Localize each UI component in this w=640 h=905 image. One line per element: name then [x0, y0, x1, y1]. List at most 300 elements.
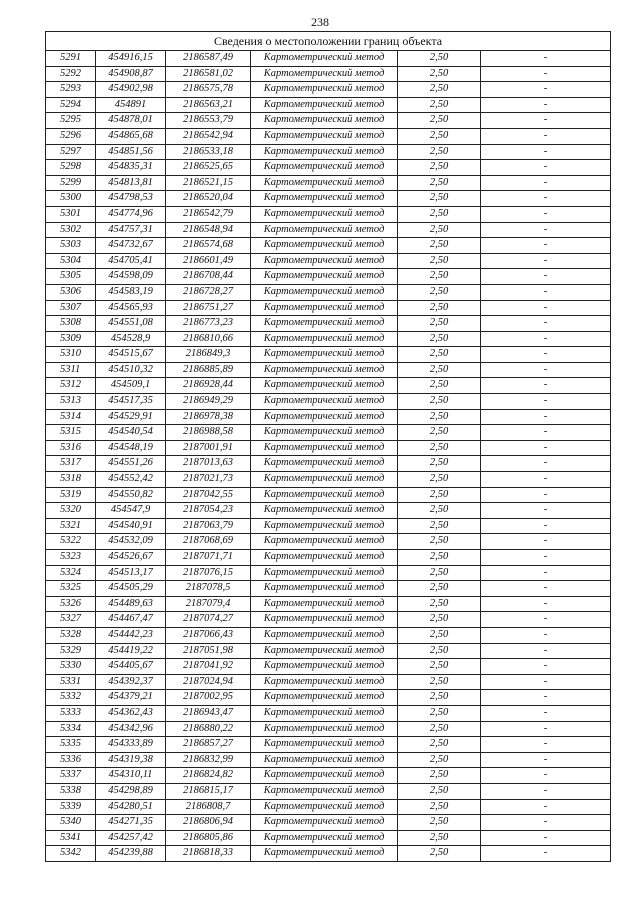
x-coordinate-cell: 454583,19: [96, 284, 166, 300]
point-number-cell: 5317: [46, 456, 96, 472]
description-cell: -: [481, 284, 611, 300]
description-cell: -: [481, 596, 611, 612]
accuracy-cell: 2,50: [398, 783, 481, 799]
description-cell: -: [481, 362, 611, 378]
method-cell: Картометрический метод: [251, 316, 398, 332]
method-cell: Картометрический метод: [251, 362, 398, 378]
x-coordinate-cell: 454467,47: [96, 612, 166, 628]
table-row: [46, 238, 611, 254]
table-row: [46, 783, 611, 799]
accuracy-cell: 2,50: [398, 97, 481, 113]
y-coordinate-cell: 2186943,47: [166, 705, 251, 721]
description-cell: -: [481, 846, 611, 862]
description-cell: -: [481, 82, 611, 98]
x-coordinate-cell: 454902,98: [96, 82, 166, 98]
method-cell: Картометрический метод: [251, 97, 398, 113]
y-coordinate-cell: 2186808,7: [166, 799, 251, 815]
accuracy-cell: 2,50: [398, 425, 481, 441]
table-row: [46, 487, 611, 503]
x-coordinate-cell: 454757,31: [96, 222, 166, 238]
method-cell: Картометрический метод: [251, 846, 398, 862]
method-cell: Картометрический метод: [251, 128, 398, 144]
description-cell: -: [481, 752, 611, 768]
table-row: [46, 472, 611, 488]
description-cell: -: [481, 331, 611, 347]
description-cell: -: [481, 51, 611, 67]
accuracy-cell: 2,50: [398, 440, 481, 456]
x-coordinate-cell: 454419,22: [96, 643, 166, 659]
point-number-cell: 5299: [46, 175, 96, 191]
table-header-row: [46, 32, 611, 51]
point-number-cell: 5330: [46, 659, 96, 675]
accuracy-cell: 2,50: [398, 596, 481, 612]
method-cell: Картометрический метод: [251, 238, 398, 254]
accuracy-cell: 2,50: [398, 331, 481, 347]
point-number-cell: 5342: [46, 846, 96, 862]
table-row: [46, 503, 611, 519]
x-coordinate-cell: 454310,11: [96, 768, 166, 784]
accuracy-cell: 2,50: [398, 113, 481, 129]
table-row: [46, 799, 611, 815]
y-coordinate-cell: 2186806,94: [166, 815, 251, 831]
description-cell: -: [481, 160, 611, 176]
description-cell: -: [481, 175, 611, 191]
description-cell: -: [481, 565, 611, 581]
point-number-cell: 5324: [46, 565, 96, 581]
table-row: [46, 518, 611, 534]
description-cell: -: [481, 144, 611, 160]
method-cell: Картометрический метод: [251, 113, 398, 129]
x-coordinate-cell: 454732,67: [96, 238, 166, 254]
description-cell: -: [481, 768, 611, 784]
description-cell: -: [481, 394, 611, 410]
x-coordinate-cell: 454517,35: [96, 394, 166, 410]
y-coordinate-cell: 2186857,27: [166, 737, 251, 753]
x-coordinate-cell: 454813,81: [96, 175, 166, 191]
y-coordinate-cell: 2186988,58: [166, 425, 251, 441]
y-coordinate-cell: 2186601,49: [166, 253, 251, 269]
accuracy-cell: 2,50: [398, 643, 481, 659]
accuracy-cell: 2,50: [398, 815, 481, 831]
x-coordinate-cell: 454379,21: [96, 690, 166, 706]
method-cell: Картометрический метод: [251, 550, 398, 566]
table-row: [46, 128, 611, 144]
table-row: [46, 752, 611, 768]
accuracy-cell: 2,50: [398, 565, 481, 581]
y-coordinate-cell: 2186773,23: [166, 316, 251, 332]
table-row: [46, 175, 611, 191]
point-number-cell: 5301: [46, 206, 96, 222]
x-coordinate-cell: 454239,88: [96, 846, 166, 862]
x-coordinate-cell: 454916,15: [96, 51, 166, 67]
accuracy-cell: 2,50: [398, 51, 481, 67]
description-cell: -: [481, 550, 611, 566]
x-coordinate-cell: 454319,38: [96, 752, 166, 768]
accuracy-cell: 2,50: [398, 206, 481, 222]
method-cell: Картометрический метод: [251, 596, 398, 612]
table-row: [46, 768, 611, 784]
table-row: [46, 830, 611, 846]
y-coordinate-cell: 2186849,3: [166, 347, 251, 363]
accuracy-cell: 2,50: [398, 191, 481, 207]
accuracy-cell: 2,50: [398, 550, 481, 566]
table-row: [46, 534, 611, 550]
method-cell: Картометрический метод: [251, 331, 398, 347]
table-row: [46, 815, 611, 831]
table-row: [46, 846, 611, 862]
y-coordinate-cell: 2186815,17: [166, 783, 251, 799]
method-cell: Картометрический метод: [251, 191, 398, 207]
method-cell: Картометрический метод: [251, 581, 398, 597]
y-coordinate-cell: 2186824,82: [166, 768, 251, 784]
method-cell: Картометрический метод: [251, 659, 398, 675]
y-coordinate-cell: 2186832,99: [166, 752, 251, 768]
table-row: [46, 627, 611, 643]
y-coordinate-cell: 2186581,02: [166, 66, 251, 82]
table-row: [46, 456, 611, 472]
page-number: 238: [311, 15, 329, 29]
accuracy-cell: 2,50: [398, 222, 481, 238]
point-number-cell: 5293: [46, 82, 96, 98]
accuracy-cell: 2,50: [398, 518, 481, 534]
x-coordinate-cell: 454392,37: [96, 674, 166, 690]
y-coordinate-cell: 2187051,98: [166, 643, 251, 659]
accuracy-cell: 2,50: [398, 737, 481, 753]
x-coordinate-cell: 454529,91: [96, 409, 166, 425]
accuracy-cell: 2,50: [398, 378, 481, 394]
accuracy-cell: 2,50: [398, 347, 481, 363]
table-row: [46, 705, 611, 721]
y-coordinate-cell: 2186575,78: [166, 82, 251, 98]
method-cell: Картометрический метод: [251, 705, 398, 721]
method-cell: Картометрический метод: [251, 783, 398, 799]
table-row: [46, 565, 611, 581]
method-cell: Картометрический метод: [251, 674, 398, 690]
point-number-cell: 5298: [46, 160, 96, 176]
y-coordinate-cell: 2187071,71: [166, 550, 251, 566]
table-title: Сведения о местоположении границ объекта: [46, 32, 611, 51]
method-cell: Картометрический метод: [251, 82, 398, 98]
point-number-cell: 5314: [46, 409, 96, 425]
method-cell: Картометрический метод: [251, 144, 398, 160]
table-row: [46, 394, 611, 410]
y-coordinate-cell: 2186574,68: [166, 238, 251, 254]
method-cell: Картометрический метод: [251, 472, 398, 488]
method-cell: Картометрический метод: [251, 518, 398, 534]
method-cell: Картометрический метод: [251, 347, 398, 363]
description-cell: -: [481, 737, 611, 753]
x-coordinate-cell: 454878,01: [96, 113, 166, 129]
description-cell: -: [481, 347, 611, 363]
x-coordinate-cell: 454774,96: [96, 206, 166, 222]
accuracy-cell: 2,50: [398, 238, 481, 254]
point-number-cell: 5295: [46, 113, 96, 129]
x-coordinate-cell: 454528,9: [96, 331, 166, 347]
description-cell: -: [481, 300, 611, 316]
method-cell: Картометрический метод: [251, 721, 398, 737]
point-number-cell: 5312: [46, 378, 96, 394]
description-cell: -: [481, 222, 611, 238]
method-cell: Картометрический метод: [251, 66, 398, 82]
accuracy-cell: 2,50: [398, 409, 481, 425]
y-coordinate-cell: 2187013,63: [166, 456, 251, 472]
description-cell: -: [481, 830, 611, 846]
x-coordinate-cell: 454865,68: [96, 128, 166, 144]
table-row: [46, 612, 611, 628]
accuracy-cell: 2,50: [398, 456, 481, 472]
description-cell: -: [481, 128, 611, 144]
point-number-cell: 5320: [46, 503, 96, 519]
point-number-cell: 5304: [46, 253, 96, 269]
y-coordinate-cell: 2186818,33: [166, 846, 251, 862]
table-row: [46, 82, 611, 98]
description-cell: -: [481, 97, 611, 113]
point-number-cell: 5315: [46, 425, 96, 441]
y-coordinate-cell: 2186521,15: [166, 175, 251, 191]
x-coordinate-cell: 454552,42: [96, 472, 166, 488]
table-row: [46, 659, 611, 675]
accuracy-cell: 2,50: [398, 721, 481, 737]
y-coordinate-cell: 2186708,44: [166, 269, 251, 285]
y-coordinate-cell: 2187074,27: [166, 612, 251, 628]
point-number-cell: 5321: [46, 518, 96, 534]
description-cell: -: [481, 705, 611, 721]
x-coordinate-cell: 454551,26: [96, 456, 166, 472]
point-number-cell: 5334: [46, 721, 96, 737]
accuracy-cell: 2,50: [398, 487, 481, 503]
description-cell: -: [481, 456, 611, 472]
description-cell: -: [481, 238, 611, 254]
table-row: [46, 362, 611, 378]
accuracy-cell: 2,50: [398, 284, 481, 300]
description-cell: -: [481, 503, 611, 519]
point-number-cell: 5337: [46, 768, 96, 784]
method-cell: Картометрический метод: [251, 378, 398, 394]
description-cell: -: [481, 627, 611, 643]
method-cell: Картометрический метод: [251, 456, 398, 472]
y-coordinate-cell: 2186949,29: [166, 394, 251, 410]
y-coordinate-cell: 2187001,91: [166, 440, 251, 456]
y-coordinate-cell: 2186587,49: [166, 51, 251, 67]
description-cell: -: [481, 659, 611, 675]
point-number-cell: 5311: [46, 362, 96, 378]
x-coordinate-cell: 454362,43: [96, 705, 166, 721]
point-number-cell: 5322: [46, 534, 96, 550]
description-cell: -: [481, 191, 611, 207]
y-coordinate-cell: 2187078,5: [166, 581, 251, 597]
point-number-cell: 5329: [46, 643, 96, 659]
method-cell: Картометрический метод: [251, 300, 398, 316]
x-coordinate-cell: 454835,31: [96, 160, 166, 176]
x-coordinate-cell: 454342,96: [96, 721, 166, 737]
accuracy-cell: 2,50: [398, 659, 481, 675]
accuracy-cell: 2,50: [398, 316, 481, 332]
table-row: [46, 581, 611, 597]
x-coordinate-cell: 454540,91: [96, 518, 166, 534]
y-coordinate-cell: 2187002,95: [166, 690, 251, 706]
method-cell: Картометрический метод: [251, 690, 398, 706]
accuracy-cell: 2,50: [398, 253, 481, 269]
y-coordinate-cell: 2186885,89: [166, 362, 251, 378]
method-cell: Картометрический метод: [251, 440, 398, 456]
y-coordinate-cell: 2186805,86: [166, 830, 251, 846]
description-cell: -: [481, 783, 611, 799]
point-number-cell: 5291: [46, 51, 96, 67]
table-row: [46, 596, 611, 612]
y-coordinate-cell: 2186542,79: [166, 206, 251, 222]
description-cell: -: [481, 316, 611, 332]
method-cell: Картометрический метод: [251, 815, 398, 831]
method-cell: Картометрический метод: [251, 534, 398, 550]
point-number-cell: 5323: [46, 550, 96, 566]
point-number-cell: 5326: [46, 596, 96, 612]
accuracy-cell: 2,50: [398, 394, 481, 410]
description-cell: -: [481, 66, 611, 82]
method-cell: Картометрический метод: [251, 269, 398, 285]
method-cell: Картометрический метод: [251, 612, 398, 628]
accuracy-cell: 2,50: [398, 144, 481, 160]
table-row: [46, 51, 611, 67]
y-coordinate-cell: 2186542,94: [166, 128, 251, 144]
method-cell: Картометрический метод: [251, 799, 398, 815]
accuracy-cell: 2,50: [398, 160, 481, 176]
description-cell: -: [481, 440, 611, 456]
point-number-cell: 5292: [46, 66, 96, 82]
point-number-cell: 5332: [46, 690, 96, 706]
accuracy-cell: 2,50: [398, 627, 481, 643]
y-coordinate-cell: 2187041,92: [166, 659, 251, 675]
table-row: [46, 674, 611, 690]
point-number-cell: 5331: [46, 674, 96, 690]
accuracy-cell: 2,50: [398, 534, 481, 550]
method-cell: Картометрический метод: [251, 503, 398, 519]
point-number-cell: 5336: [46, 752, 96, 768]
table-row: [46, 160, 611, 176]
y-coordinate-cell: 2186928,44: [166, 378, 251, 394]
method-cell: Картометрический метод: [251, 737, 398, 753]
point-number-cell: 5328: [46, 627, 96, 643]
x-coordinate-cell: 454442,23: [96, 627, 166, 643]
y-coordinate-cell: 2187066,43: [166, 627, 251, 643]
point-number-cell: 5297: [46, 144, 96, 160]
boundary-table: [45, 31, 611, 862]
x-coordinate-cell: 454513,17: [96, 565, 166, 581]
x-coordinate-cell: 454526,67: [96, 550, 166, 566]
table-row: [46, 316, 611, 332]
method-cell: Картометрический метод: [251, 394, 398, 410]
x-coordinate-cell: 454550,82: [96, 487, 166, 503]
accuracy-cell: 2,50: [398, 581, 481, 597]
accuracy-cell: 2,50: [398, 690, 481, 706]
point-number-cell: 5327: [46, 612, 96, 628]
description-cell: -: [481, 643, 611, 659]
table-row: [46, 550, 611, 566]
table-row: [46, 737, 611, 753]
table-row: [46, 643, 611, 659]
y-coordinate-cell: 2187042,55: [166, 487, 251, 503]
x-coordinate-cell: 454271,35: [96, 815, 166, 831]
description-cell: -: [481, 674, 611, 690]
accuracy-cell: 2,50: [398, 768, 481, 784]
accuracy-cell: 2,50: [398, 362, 481, 378]
method-cell: Картометрический метод: [251, 487, 398, 503]
y-coordinate-cell: 2187063,79: [166, 518, 251, 534]
y-coordinate-cell: 2186563,21: [166, 97, 251, 113]
x-coordinate-cell: 454298,89: [96, 783, 166, 799]
method-cell: Картометрический метод: [251, 253, 398, 269]
accuracy-cell: 2,50: [398, 128, 481, 144]
table-row: [46, 66, 611, 82]
x-coordinate-cell: 454532,09: [96, 534, 166, 550]
point-number-cell: 5333: [46, 705, 96, 721]
description-cell: -: [481, 253, 611, 269]
method-cell: Картометрический метод: [251, 425, 398, 441]
x-coordinate-cell: 454908,87: [96, 66, 166, 82]
y-coordinate-cell: 2186533,18: [166, 144, 251, 160]
y-coordinate-cell: 2186520,04: [166, 191, 251, 207]
point-number-cell: 5306: [46, 284, 96, 300]
accuracy-cell: 2,50: [398, 175, 481, 191]
y-coordinate-cell: 2187054,23: [166, 503, 251, 519]
point-number-cell: 5340: [46, 815, 96, 831]
y-coordinate-cell: 2186728,27: [166, 284, 251, 300]
accuracy-cell: 2,50: [398, 300, 481, 316]
description-cell: -: [481, 206, 611, 222]
y-coordinate-cell: 2187079,4: [166, 596, 251, 612]
point-number-cell: 5316: [46, 440, 96, 456]
point-number-cell: 5294: [46, 97, 96, 113]
x-coordinate-cell: 454515,67: [96, 347, 166, 363]
table-row: [46, 347, 611, 363]
table-row: [46, 206, 611, 222]
description-cell: -: [481, 269, 611, 285]
method-cell: Картометрический метод: [251, 752, 398, 768]
y-coordinate-cell: 2186751,27: [166, 300, 251, 316]
x-coordinate-cell: 454505,29: [96, 581, 166, 597]
y-coordinate-cell: 2187021,73: [166, 472, 251, 488]
y-coordinate-cell: 2186548,94: [166, 222, 251, 238]
description-cell: -: [481, 799, 611, 815]
point-number-cell: 5318: [46, 472, 96, 488]
x-coordinate-cell: 454333,89: [96, 737, 166, 753]
table-row: [46, 409, 611, 425]
description-cell: -: [481, 487, 611, 503]
x-coordinate-cell: 454257,42: [96, 830, 166, 846]
table-row: [46, 144, 611, 160]
table-row: [46, 300, 611, 316]
point-number-cell: 5325: [46, 581, 96, 597]
point-number-cell: 5296: [46, 128, 96, 144]
accuracy-cell: 2,50: [398, 82, 481, 98]
x-coordinate-cell: 454510,32: [96, 362, 166, 378]
description-cell: -: [481, 581, 611, 597]
description-cell: -: [481, 534, 611, 550]
table-row: [46, 97, 611, 113]
point-number-cell: 5300: [46, 191, 96, 207]
method-cell: Картометрический метод: [251, 768, 398, 784]
point-number-cell: 5341: [46, 830, 96, 846]
table-row: [46, 721, 611, 737]
method-cell: Картометрический метод: [251, 565, 398, 581]
point-number-cell: 5310: [46, 347, 96, 363]
accuracy-cell: 2,50: [398, 269, 481, 285]
x-coordinate-cell: 454405,67: [96, 659, 166, 675]
method-cell: Картометрический метод: [251, 409, 398, 425]
table-row: [46, 269, 611, 285]
accuracy-cell: 2,50: [398, 674, 481, 690]
point-number-cell: 5335: [46, 737, 96, 753]
point-number-cell: 5308: [46, 316, 96, 332]
